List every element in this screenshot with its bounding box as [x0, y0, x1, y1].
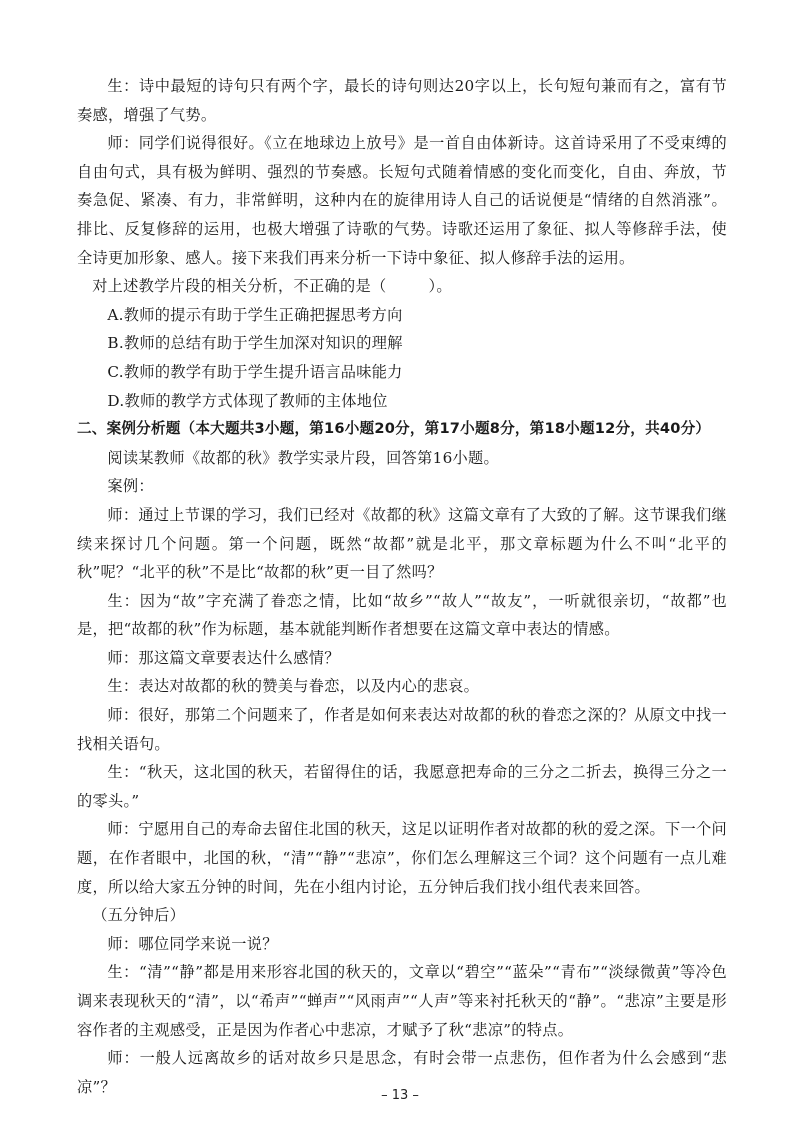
dialogue-line: 师：那这篇文章要表达什么感情？: [107, 648, 340, 667]
case-label: 案例：: [107, 477, 154, 496]
dialogue-line: 生：“清”“静”都是用来形容北国的秋天的，文章以“碧空”“蓝朵”“青布”“淡绿微黄”等冷色调来表现秋天的“清”，以“希声”“蝉声”“风雨声”“人声”等来衬托秋天的“静”。“悲凉”主要是形容作者的主观感受，正是因为作者心中悲凉，才赋予了秋“悲凉”的特点。: [77, 963, 727, 1039]
dialogue-line: 师：哪位同学来说一说？: [107, 934, 278, 953]
option-d: D.教师的教学方式体现了教师的主体地位: [107, 391, 388, 410]
dialogue-line: 生：因为“故”字充满了眷恋之情，比如“故乡”“故人”“故友”，一听就很亲切，“故都”也是，把“故都的秋”作为标题，基本就能判断作者想要在这篇文章中表达的情感。: [77, 591, 727, 639]
dialogue-line: 师：通过上节课的学习，我们已经对《故都的秋》这篇文章有了大致的了解。这节课我们继续来探讨几个问题。第一个问题，既然“故都”就是北平，那文章标题为什么不叫“北平的秋”呢？“北平的秋”不是比“故都的秋”更一目了然吗？: [77, 505, 727, 582]
option-c: C.教师的教学有助于学生提升语言品味能力: [107, 362, 403, 381]
option-a: A.教师的提示有助于学生正确把握思考方向: [107, 305, 403, 324]
student-answer-paragraph: 生：诗中最短的诗句只有两个字，最长的诗句则达20字以上，长句短句兼而有之，富有节奏感，增强了气势。: [77, 77, 727, 124]
question-stem: [77, 272, 727, 301]
page-content: [77, 72, 727, 1101]
dialogue-line: 生：表达对故都的秋的赞美与眷恋，以及内心的悲哀。: [107, 677, 480, 696]
option-b: B.教师的总结有助于学生加深对知识的理解: [107, 334, 403, 353]
teacher-summary-paragraph: 师：同学们说得很好。《立在地球边上放号》是一首自由体新诗。这首诗采用了不受束缚的自由句式，具有极为鲜明、强烈的节奏感。长短句式随着情感的变化而变化，自由、奔放，节奏急促、紧凑、有力，非常鲜明，这种内在的旋律用诗人自己的话说便是“情绪的自然消涨”。排比、反复修辞的运用，也极大增强了诗歌的气势。诗歌还运用了象征、拟人等修辞手法，使全诗更加形象、感人。接下来我们再来分析一下诗中象征、拟人修辞手法的运用。: [77, 134, 727, 267]
question-stem-end: ）。: [428, 277, 452, 296]
dialogue-line: 师：宁愿用自己的寿命去留住北国的秋天，这足以证明作者对故都的秋的爱之深。下一个问题，在作者眼中，北国的秋，“清”“静”“悲凉”，你们怎么理解这三个词？这个问题有一点儿难度，所以给大家五分钟的时间，先在小组内讨论，五分钟后我们找小组代表来回答。: [77, 820, 727, 896]
dialogue-line: 生：“秋天，这北国的秋天，若留得住的话，我愿意把寿命的三分之二折去，换得三分之一的零头。”: [77, 763, 727, 810]
dialogue-line: 师：很好，那第二个问题来了，作者是如何来表达对故都的秋的眷恋之深的？从原文中找一找相关语句。: [77, 706, 727, 753]
question-stem-text: 对上述教学片段的相关分析，不正确的是（: [92, 277, 387, 296]
dialogue-line: 师：一般人远离故乡的话对故乡只是思念，有时会带一点悲伤，但作者为什么会感到“悲凉”？: [77, 1049, 727, 1096]
section-heading: 二、案例分析题（本大题共3小题，第16小题20分，第17小题8分，第18小题12分，共40分）: [77, 420, 711, 438]
stage-direction: （五分钟后）: [92, 906, 186, 925]
page-number: – 13 –: [381, 1088, 419, 1103]
reading-instruction: 阅读某教师《故都的秋》教学实录片段，回答第16小题。: [107, 448, 500, 467]
